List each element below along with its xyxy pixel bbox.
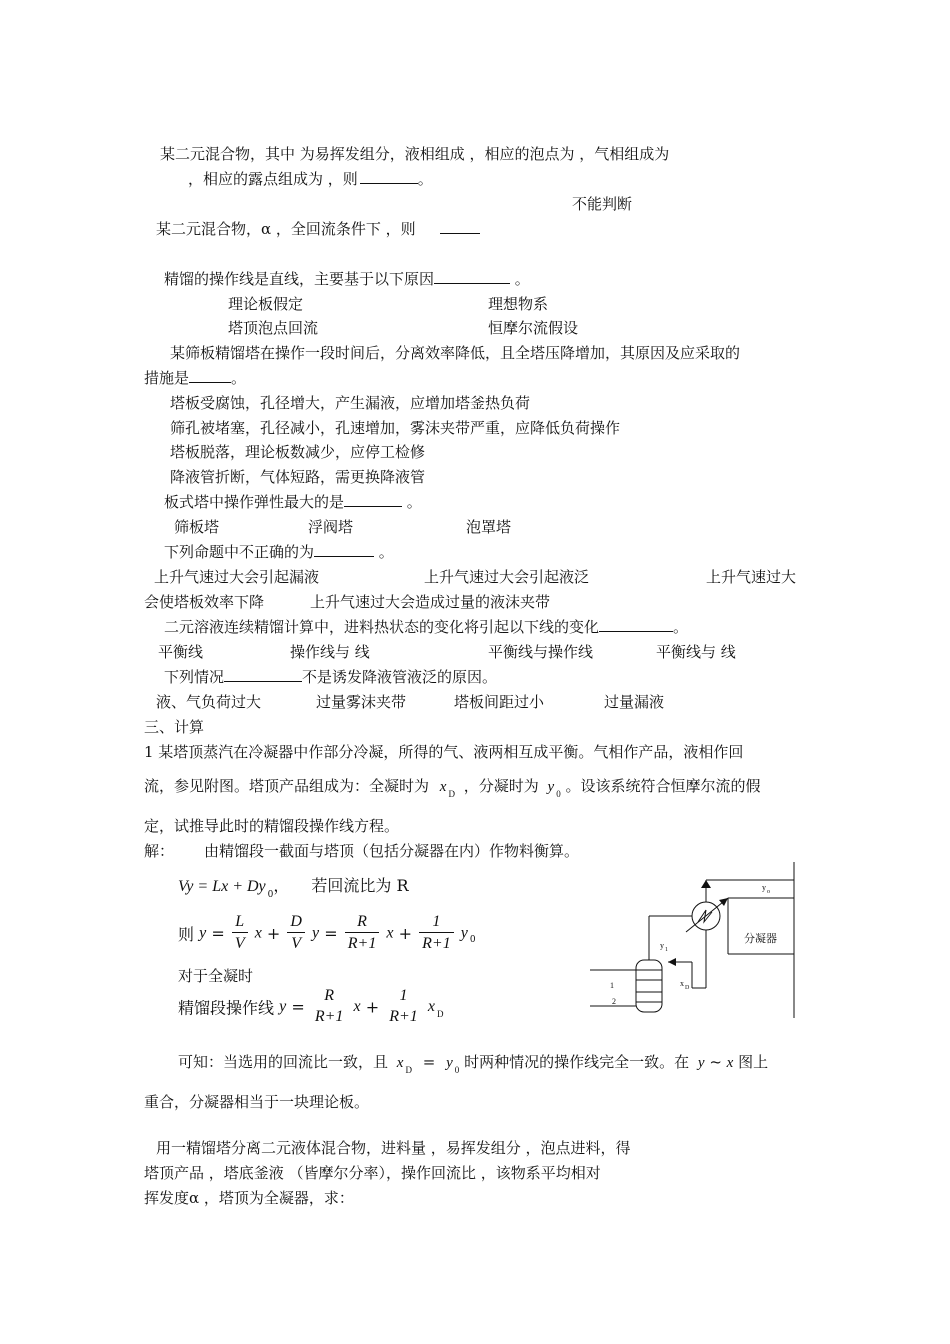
- q4-option-d: 降液管折断，气体短路，需更换降液管: [170, 468, 426, 486]
- figure-label-plate1: 1: [610, 981, 614, 990]
- figure-label-y0: y: [762, 883, 766, 892]
- q7-option-c: 平衡线与操作线: [488, 643, 594, 661]
- q5-option-a: 筛板塔: [174, 518, 220, 536]
- c1-conclusion-line2: 重合，分凝器相当于一块理论板。: [144, 1093, 370, 1111]
- c1-line1: 1 某塔顶蒸汽在冷凝器中作部分冷凝，所得的气、液两相互成平衡。气相作产品，液相作回: [144, 743, 744, 761]
- q7-option-d: 平衡线与 线: [656, 643, 736, 661]
- q8-option-a: 液、气负荷过大: [156, 693, 262, 711]
- q2-stem: 某二元混合物，α ，全回流条件下 ，则: [156, 219, 480, 239]
- q4-option-c: 塔板脱落，理论板数减少，应停工检修: [170, 443, 426, 461]
- answer-blank[interactable]: [360, 169, 418, 184]
- q6-stem: 下列命题中不正确的为 。: [164, 543, 394, 561]
- q4-option-a: 塔板受腐蚀，孔径增大，产生漏液，应增加塔釜热负荷: [170, 394, 531, 412]
- figure-label-xD-sub: D: [685, 985, 690, 991]
- q6-option-b: 上升气速过大会引起液泛: [424, 568, 590, 586]
- figure-label-y1-sub: 1: [665, 947, 668, 953]
- c1-conclusion-line1: 可知：当选用的回流比一致，且 x $_D$ = y $_0$ 时两种情况的操作线完全一致。在 y ~ x 图上: [178, 1053, 769, 1075]
- q8-stem: 下列情况 不是诱发降液管液泛的原因。: [164, 668, 498, 686]
- figure-label-condenser: 分凝器: [744, 932, 777, 945]
- q6-option-c-part1: 上升气速过大: [706, 568, 797, 586]
- equation-operating-line-full: 精馏段操作线 y = R R+1 x + 1 R+1 x $_D$: [178, 987, 444, 1025]
- figure-label-y1: y: [660, 941, 664, 950]
- q5-option-c: 泡罩塔: [466, 518, 512, 536]
- q3-option-b: 理想物系: [488, 295, 549, 313]
- answer-blank[interactable]: [314, 542, 374, 557]
- q3-option-d: 恒摩尔流假设: [488, 319, 579, 337]
- answer-blank[interactable]: [440, 219, 480, 234]
- q7-option-b: 操作线与 线: [290, 643, 370, 661]
- q2-note: 不能判断: [572, 195, 633, 213]
- q1-line1: 某二元混合物，其中 为易挥发组分，液相组成 ，相应的泡点为 ，气相组成为: [160, 145, 670, 163]
- c2-line2: 塔顶产品 ，塔底釜液 （皆摩尔分率），操作回流比 ，该物系平均相对: [144, 1164, 601, 1182]
- q1-line2: ，相应的露点组成为 ，则 。: [188, 170, 433, 188]
- q4-option-b: 筛孔被堵塞，孔径减小，孔速增加，雾沫夹带严重，应降低负荷操作: [170, 419, 621, 437]
- c2-line1: 用一精馏塔分离二元液体混合物，进料量 ，易挥发组分 ，泡点进料，得: [156, 1139, 631, 1157]
- q3-option-c: 塔顶泡点回流: [228, 319, 319, 337]
- q8-option-d: 过量漏液: [604, 693, 665, 711]
- figure-label-y0-sub: o: [767, 889, 770, 895]
- q6-option-c-part2: 会使塔板效率下降: [144, 593, 265, 611]
- figure-label-xD: x: [680, 979, 684, 988]
- q6-option-d: 上升气速过大会造成过量的液沫夹带: [310, 593, 551, 611]
- q8-option-c: 塔板间距过小: [454, 693, 545, 711]
- equation-balance: Vy = Lx + Dy $_0$， 若回流比为 R: [178, 876, 409, 900]
- answer-blank[interactable]: [434, 269, 510, 284]
- c1-line3: 定，试推导此时的精馏段操作线方程。: [144, 817, 400, 835]
- section-heading: 三、计算: [144, 718, 205, 736]
- q3-option-a: 理论板假定: [228, 295, 304, 313]
- c1-solution-intro: 解： 由精馏段一截面与塔顶（包括分凝器在内）作物料衡算。: [144, 842, 580, 860]
- answer-blank[interactable]: [224, 667, 302, 682]
- q5-stem: 板式塔中操作弹性最大的是 。: [164, 493, 422, 511]
- q5-option-b: 浮阀塔: [308, 518, 354, 536]
- q3-stem: 精馏的操作线是直线，主要基于以下原因 。: [164, 270, 530, 288]
- partial-condenser-diagram: [588, 858, 800, 1020]
- q8-option-b: 过量雾沫夹带: [316, 693, 407, 711]
- q7-option-a: 平衡线: [158, 643, 204, 661]
- answer-blank[interactable]: [189, 368, 231, 383]
- q7-stem: 二元溶液连续精馏计算中，进料热状态的变化将引起以下线的变化 。: [164, 618, 689, 636]
- full-condensation-label: 对于全凝时: [178, 967, 254, 985]
- q6-option-a: 上升气速过大会引起漏液: [154, 568, 320, 586]
- answer-blank[interactable]: [599, 617, 673, 632]
- equation-operating-line-general: 则 y = $\frac{L}{V}$ x + $\frac{D}{V}$ y = $\frac{R}{R+1}$ x + $\frac{1}{R+1}$ y $_0$: [178, 913, 476, 952]
- symbol-xD: x $_D$: [439, 779, 455, 799]
- symbol-y0: y $_0$: [547, 779, 561, 799]
- c1-line2: 流，参见附图。塔顶产品组成为：全凝时为 x $_D$ ，分凝时为 y $_0$ 。设该系统符合恒摩尔流的假: [144, 777, 761, 799]
- q4-stem-line1: 某筛板精馏塔在操作一段时间后，分离效率降低，且全塔压降增加，其原因及应采取的: [170, 344, 741, 362]
- figure-label-plate2: 2: [612, 997, 616, 1006]
- q4-stem-line2: 措施是 。: [144, 369, 247, 387]
- answer-blank[interactable]: [344, 492, 402, 507]
- c2-line3: 挥发度α ，塔顶为全凝器，求：: [144, 1189, 354, 1207]
